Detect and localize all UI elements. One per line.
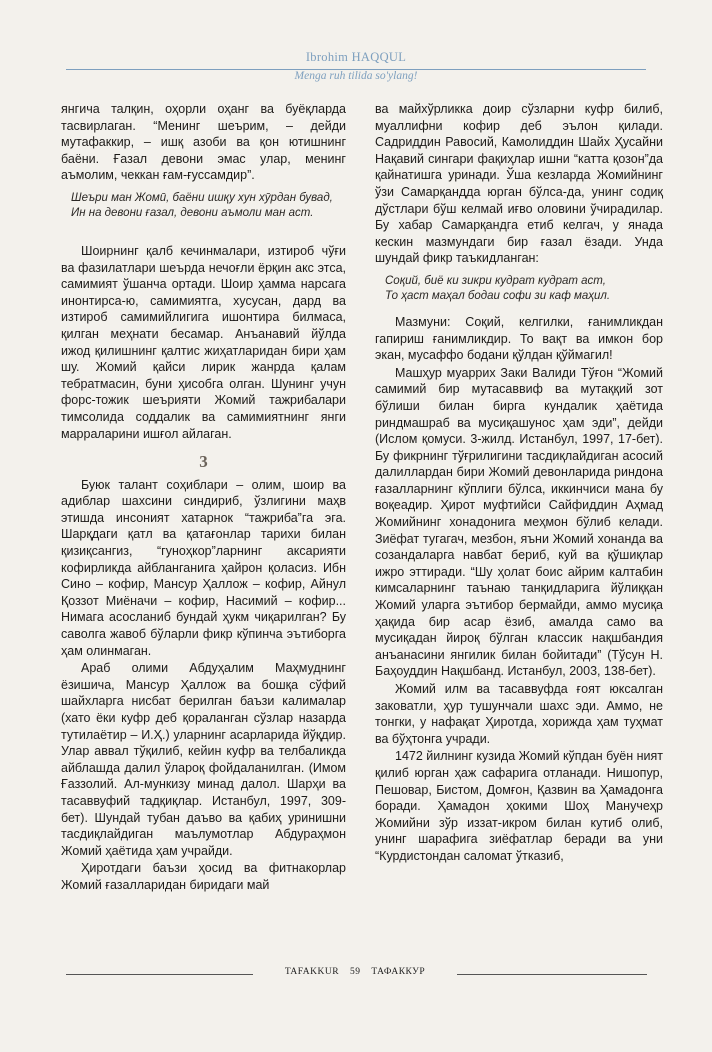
footer-journal-latin: TAFAKKUR <box>284 967 340 977</box>
paragraph: Мазмуни: Соқий, келгилки, ғанимликдан гапириш ғанимликдир. То вақт ва имкон бор экан, мусаффо бодани қўлдан қўймагил! <box>375 314 663 363</box>
page-header <box>0 50 712 82</box>
page-footer <box>0 967 712 981</box>
poem-quote <box>375 274 663 305</box>
poem-line: То ҳаст маҳал бодаи софи зи каф маҳил. <box>385 290 611 303</box>
running-author: Ibrohim HAQQUL <box>305 50 407 64</box>
paragraph: Шоирнинг қалб кечинмалари, изтироб чўғи ва фазилатлари шеърда нечоғли ёрқин акс этса, самимият ўшанча ортади. Шоир ҳамма нарсага инонтирса-ю, самимиятга, хусусан, дард ва изтироб самимийлигига ишонтира билмаса, қилган меҳнати бесамар. Анъанавий йўлда ижод қилишнинг қалтис жиҳатларидан бири ҳам шу. Жомий қайси лирик жанрда қалам тебратмасин, буни ҳисобга олган. Шунинг учун форс-тожик шеърияти Жомий тажрибалари тимсолида соддалик ва самимиятнинг янги марраларини ишғол айлаган. <box>61 243 346 441</box>
footer-label <box>253 967 457 977</box>
paragraph: Машҳур муаррих Заки Валиди Тўғон “Жомий самимий бир мутасаввиф ва мутаққий зот бўлиши билан бирга кундалик ҳаётида риндмашраб ва мусиқашунос ҳам эди”, дейди (Ислом қомуси. 3-жилд. Истанбул, 1997, 17-бет). Бу фикрнинг тўғрилигини тасдиқлайдиган асосий далиллардан бири Жомий девонларида риндона ғазалларнинг кўплиги бўлса, иккинчиси мана бу воқеадир. Ҳирот муфтийси Сайфиддин Аҳмад Жомийнинг хонадонига меҳмон бўлиб келади. Зиёфат тугагач, мезбон, яъни Жомий хонанда ва созандаларга навбат бериб, куй ва қўшиқлар ижро эттиради. “Шу ҳолат боис айрим калтабин кимсаларнинг таънаю танқидларига йўлиққан Жомий уларга эътибор бермайди, аммо мусиқа ҳақида бир асар ёзиб, амалда само ва мусиқадан йироқ бўлган классик нақшбандия анъанасини янгилик билан бойитади” (Тўсун Н. Баҳоуддин Нақшбанд. Истанбул, 2003, 138-бет). <box>375 365 663 679</box>
paragraph: Ҳиротдаги баъзи ҳосид ва фитнакорлар Жомий ғазалларидан биридаги май <box>61 861 346 892</box>
poem-line: Ин на девони ғазал, девони аъмоли ман аст. <box>71 207 314 220</box>
poem-line: Шеъри ман Жомӣ, баёни ишқу хун хӯрдан бувад, <box>71 191 333 204</box>
paragraph: Араб олими Абдуҳалим Маҳмуднинг ёзишича, Мансур Ҳаллож ва бошқа сўфий шайхларга нисбат берилган баъзи калималар (хато ёки куфр деб қораланган сўзлар назарда тутилаётир – И.Ҳ.) уларнинг асарларида йўқдир. Улар аввал тўқилиб, кейин куфр ва телбаликда айблашда далил ўлароқ фойдаланилган. (Имом Ғаззолий. Ал-мункизу минад далол. Шарҳи ва тасаввуфий тадқиқлар. Истанбул, 1997, 309-бет). Шундай тубан даъво ва қабиҳ уринишни тасдиқлайдиган маълумотлар Абдураҳмон Жомий ҳаётида ҳам учрайди. <box>61 661 346 858</box>
page-number: 59 <box>349 967 361 977</box>
paragraph: янгича талқин, оҳорли оҳанг ва буёқларда тасвирлаган. “Менинг шеърим, – дейди мутафаккир, – ишқ азоби ва қон ютишнинг баёни. Ғазал девони эмас улар, менинг аъмолим, чеккан ғам-ғуссамдир”. <box>61 102 346 183</box>
section-number: 3 <box>199 452 208 472</box>
left-column <box>61 101 346 894</box>
right-column <box>375 101 663 865</box>
header-rule <box>66 69 646 70</box>
footer-rule-left <box>66 974 253 975</box>
running-subtitle: Menga ruh tilida so'ylang! <box>294 70 418 82</box>
poem-line: Соқий, биё ки зикри кудрат кудрат аст, <box>385 274 606 287</box>
footer-journal-cyrillic: ТАФАККУР <box>371 967 426 977</box>
paragraph: Жомий илм ва тасаввуфда ғоят юксалган заковатли, ҳур тушунчали шахс эди. Аммо, не тонгки, у нафақат Ҳиротда, хорижда ҳам туҳмат ва бўҳтонга учради. <box>375 682 663 746</box>
footer-rule-right <box>457 974 647 975</box>
poem-quote <box>61 191 346 222</box>
paragraph: Буюк талант соҳиблари – олим, шоир ва адиблар шахсини синдириб, ўзлигини маҳв этишда инсоният хатарнок “тажриба”га эга. Шарқдаги қатл ва қатағонлар тарихи билан қизиқсангиз, “гуноҳкор”ларнинг аксарияти кофирликда айбланганига ҳайрон қоласиз. Ибн Сино – кофир, Мансур Ҳаллож – кофир, Айнул Қоззот Миёначи – кофир, Насимий – кофир... Нимага асосланиб бундай ҳукм чиқарилган? Бу саволга жавоб бўларли фикр кўпинча эътиборга ҳам олинмаган. <box>61 477 346 658</box>
paragraph: 1472 йилнинг кузида Жомий кўпдан буён ният қилиб юрган ҳаж сафарига отланади. Нишопур, Пешовар, Бистом, Домғон, Қазвин ва Ҳамадонга боради. Ҳамадон ҳокими Шоҳ Манучеҳр Жомийни зўр иззат-икром билан кутиб олиб, унинг шарафига зиёфатлар беради ва уни “Курдистондан саломат ўтказиб, <box>375 749 663 863</box>
paragraph: ва майхўрликка доир сўзларни куфр билиб, муаллифни кофир деб эълон қилади. Садриддин Равосий, Камолиддин Шайх Ҳусайни Нақавий сингари фақиҳлар ишни “катта қозон”да қайнатишга уринади. Ўша кезларда Жомийнинг ўзи Самарқандда юрган бўлса-да, унинг содиқ дўстлари бўш келмай иғво оловини ўчирадилар. Бу хабар Самарқандга етиб келгач, у янада кескин мазмундаги бир ғазал ёзади. Унда шундай фикр таъкидланган: <box>375 102 663 266</box>
